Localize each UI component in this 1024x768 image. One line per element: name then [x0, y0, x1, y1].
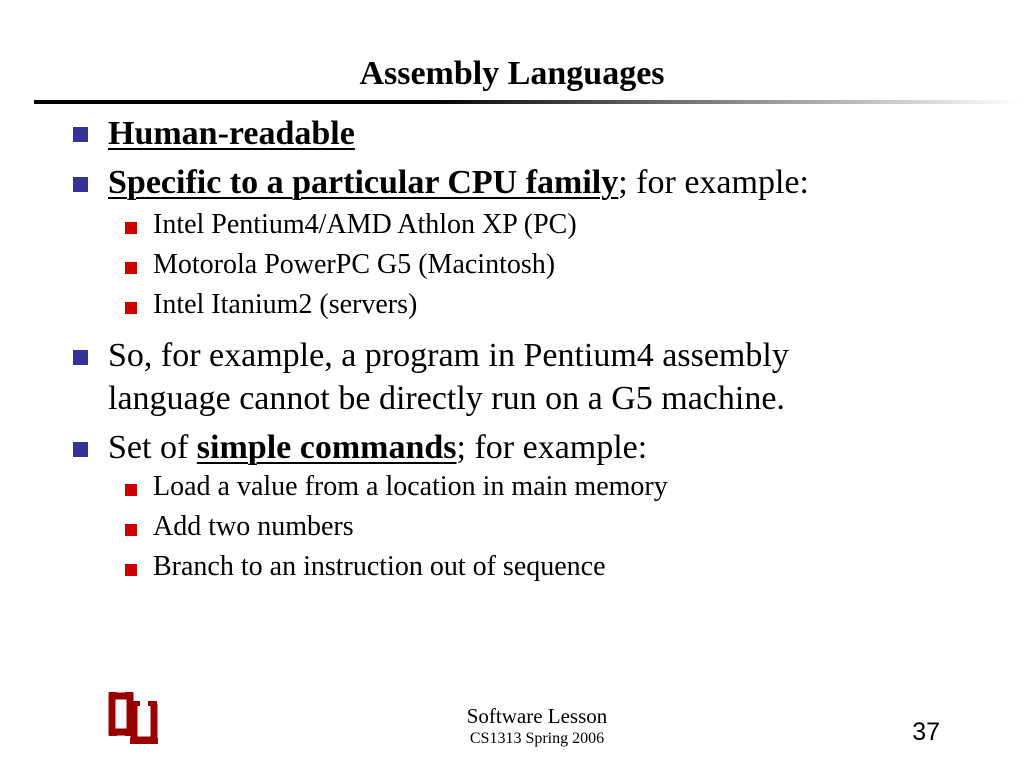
- bullet-pre-text: Set of: [108, 429, 197, 466]
- sub-bullet-square-icon: [125, 524, 137, 536]
- sub-bullet-text: Intel Pentium4/AMD Athlon XP (PC): [153, 209, 577, 240]
- bullet-text-cpu-family: [108, 161, 809, 205]
- bullet-rest-text: ; for example:: [618, 164, 809, 201]
- bullet-text-human-readable: [108, 112, 355, 156]
- bullet-bold-text: Human-readable: [108, 115, 355, 152]
- title-divider: [34, 100, 1018, 104]
- bullet-square-icon: [73, 177, 88, 192]
- page-number: 37: [912, 718, 940, 746]
- sub-bullet-square-icon: [125, 484, 137, 496]
- sub-bullet-square-icon: [125, 262, 137, 274]
- bullet-text-line: language cannot be directly run on a G5 machine.: [108, 380, 785, 417]
- ou-logo-icon: [108, 690, 158, 758]
- bullet-bold-text: Specific to a particular CPU family: [108, 164, 619, 201]
- sub-bullet-text: Intel Itanium2 (servers): [153, 289, 418, 320]
- bullet-rest-text: ; for example:: [456, 429, 648, 466]
- footer-lesson-title: Software Lesson: [466, 704, 608, 728]
- sub-bullet-square-icon: [125, 222, 137, 234]
- sub-bullet-text: Branch to an instruction out of sequence: [153, 551, 606, 582]
- bullet-square-icon: [73, 127, 88, 142]
- bullet-text-line: So, for example, a program in Pentium4 assembly: [108, 337, 789, 374]
- sub-bullet-text: Motorola PowerPC G5 (Macintosh): [153, 249, 556, 280]
- sub-bullet-text: Add two numbers: [153, 511, 354, 542]
- bullet-bold-text: simple commands: [196, 429, 457, 466]
- bullet-square-icon: [73, 350, 88, 365]
- bullet-square-icon: [73, 442, 88, 457]
- sub-bullet-text: Load a value from a location in main memory: [153, 471, 668, 502]
- sub-bullet-square-icon: [125, 302, 137, 314]
- bullet-text-simple-commands: [108, 426, 647, 470]
- sub-bullet-square-icon: [125, 564, 137, 576]
- slide-title: Assembly Languages: [359, 55, 665, 92]
- footer-course-term: CS1313 Spring 2006: [469, 730, 605, 747]
